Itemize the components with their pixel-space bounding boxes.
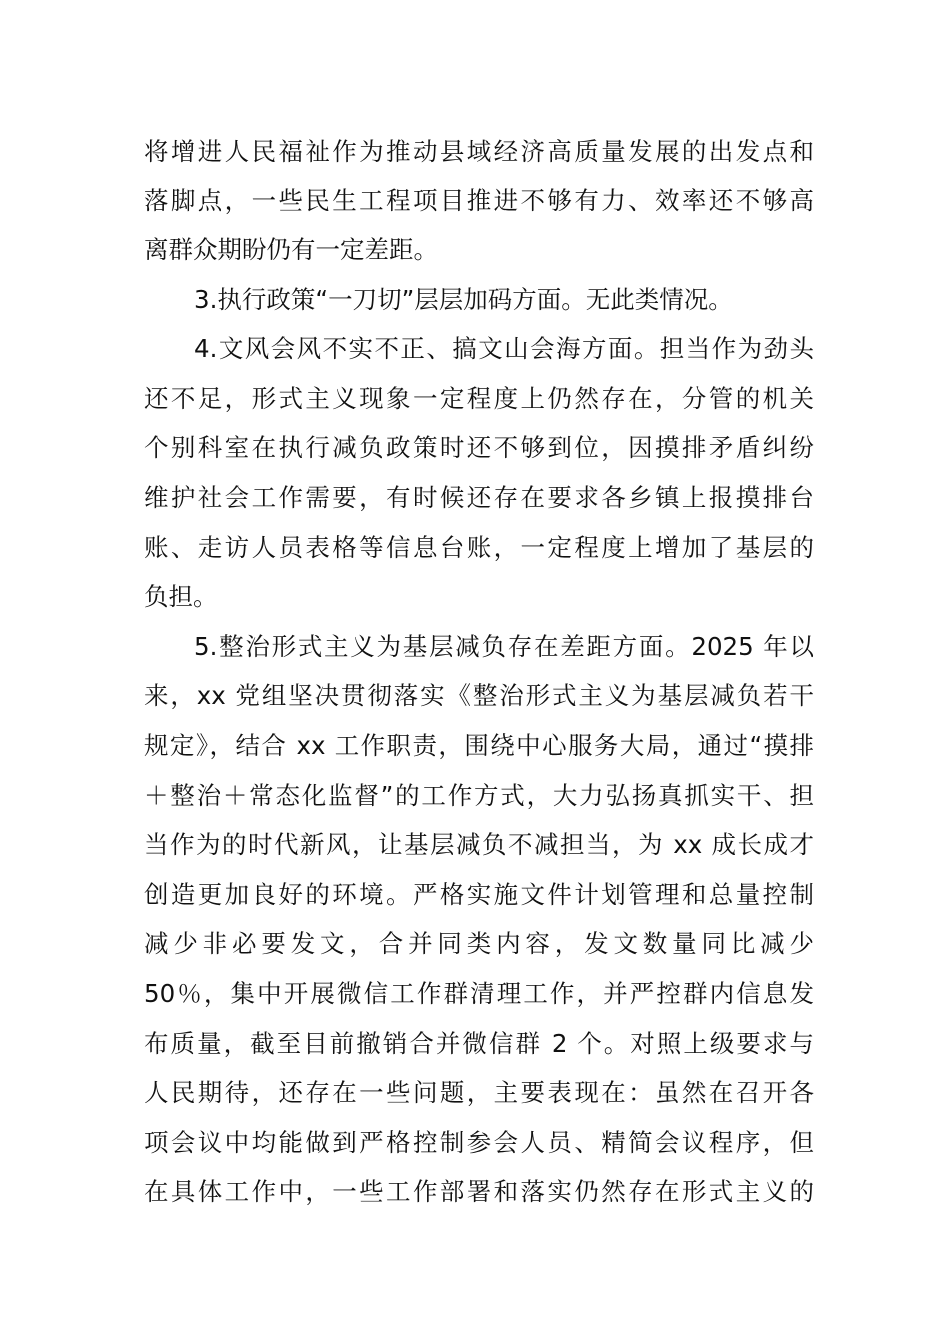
paragraph-line: 维护社会工作需要，有时候还存在要求各乡镇上报摸排台 <box>144 483 814 512</box>
paragraph-line: 项会议中均能做到严格控制参会人员、精简会议程序，但 <box>144 1128 814 1157</box>
paragraph-line: 账、走访人员表格等信息台账，一定程度上增加了基层的 <box>144 533 814 562</box>
paragraph-line: 5.整治形式主义为基层减负存在差距方面。2025 年以 <box>194 632 814 661</box>
paragraph-line: 规定》，结合 xx 工作职责，围绕中心服务大局，通过“摸排 <box>144 731 814 760</box>
paragraph-line: 离群众期盼仍有一定差距。 <box>144 235 438 264</box>
paragraph-line: 个别科室在执行减负政策时还不够到位，因摸排矛盾纠纷 <box>144 433 814 462</box>
paragraph-line: 人民期待，还存在一些问题，主要表现在：虽然在召开各 <box>144 1078 814 1107</box>
paragraph-line: ＋整治＋常态化监督”的工作方式，大力弘扬真抓实干、担 <box>144 781 814 810</box>
paragraph-line: 创造更加良好的环境。严格实施文件计划管理和总量控制 <box>144 880 814 909</box>
paragraph-line: 减少非必要发文，合并同类内容，发文数量同比减少 <box>144 929 814 958</box>
paragraph-line: 当作为的时代新风，让基层减负不减担当，为 xx 成长成才 <box>144 830 814 859</box>
paragraph-line: 在具体工作中，一些工作部署和落实仍然存在形式主义的 <box>144 1177 814 1206</box>
paragraph-line: 50％，集中开展微信工作群清理工作，并严控群内信息发 <box>144 979 814 1008</box>
paragraph-line: 布质量，截至目前撤销合并微信群 2 个。对照上级要求与 <box>144 1029 814 1058</box>
paragraph-line: 来，xx 党组坚决贯彻落实《整治形式主义为基层减负若干 <box>144 681 814 710</box>
paragraph-line: 落脚点，一些民生工程项目推进不够有力、效率还不够高 <box>144 186 814 215</box>
paragraph-line: 将增进人民福祉作为推动县域经济高质量发展的出发点和 <box>144 137 814 166</box>
paragraph-line: 3.执行政策“一刀切”层层加码方面。无此类情况。 <box>194 285 733 314</box>
paragraph-line: 4.文风会风不实不正、搞文山会海方面。担当作为劲头 <box>194 334 814 363</box>
paragraph-line: 还不足，形式主义现象一定程度上仍然存在，分管的机关 <box>144 384 814 413</box>
paragraph-line: 负担。 <box>144 582 218 611</box>
